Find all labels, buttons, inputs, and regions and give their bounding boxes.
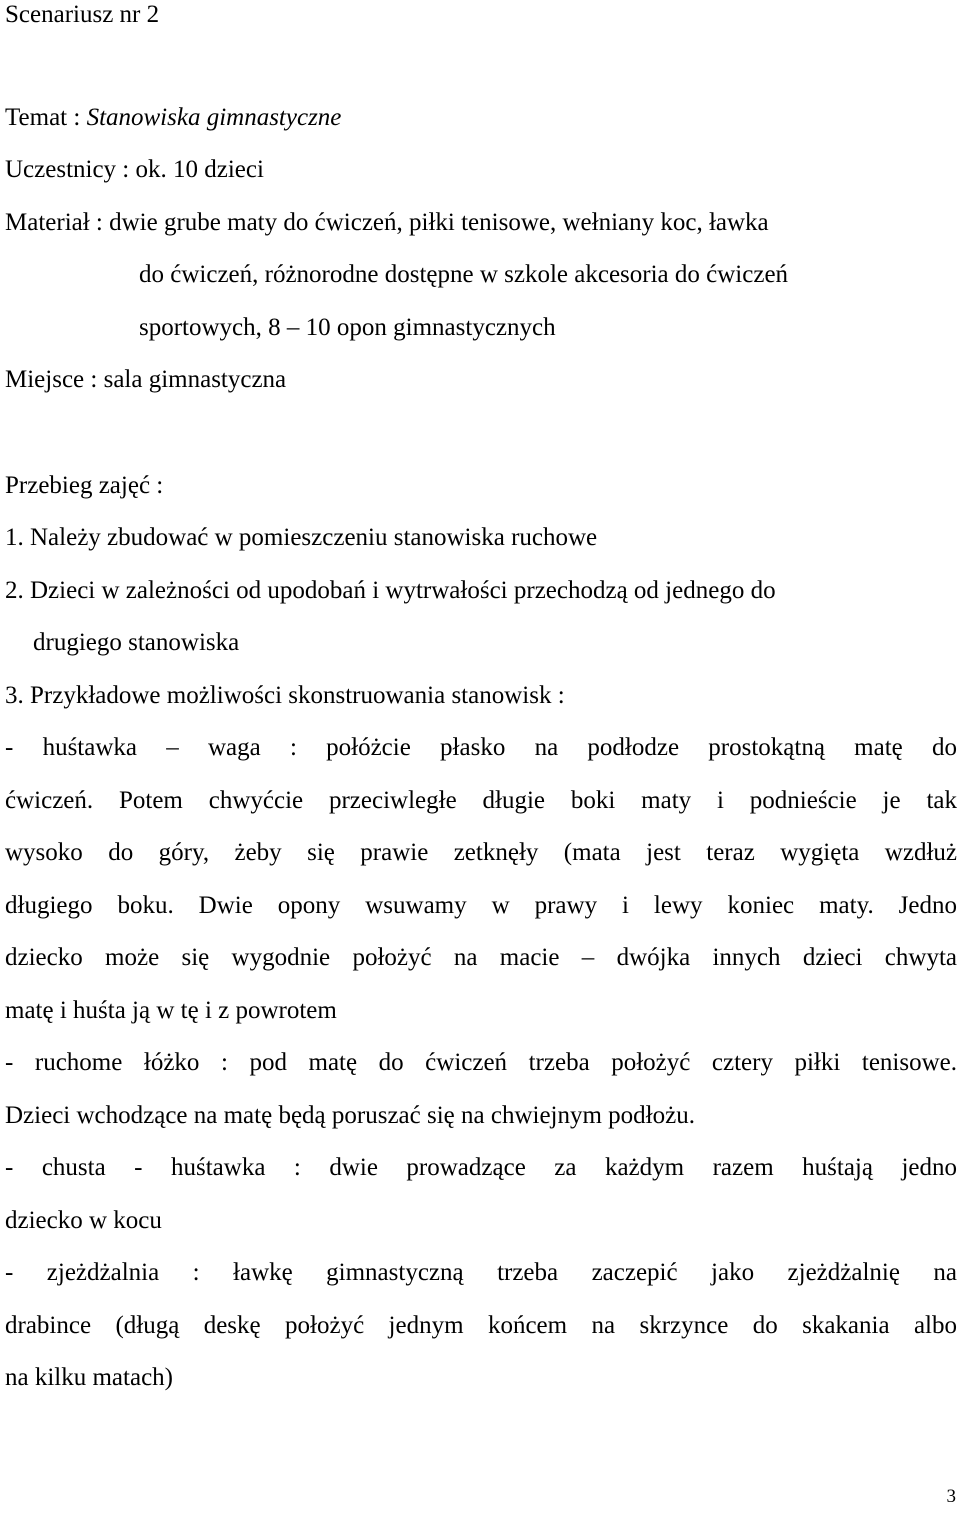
material-line-3: sportowych, 8 – 10 opon gimnastycznych — [139, 314, 556, 341]
body-line: dziecko może się wygodnie położyć na macie – dwójka innych dzieci chwyta — [5, 944, 957, 971]
body-line: na kilku matach) — [5, 1364, 173, 1391]
body-line: - zjeżdżalnia : ławkę gimnastyczną trzeba zaczepić jako zjeżdżalnię na — [5, 1259, 957, 1286]
body-line: - huśtawka – waga : połóżcie płasko na podłodze prostokątną matę do — [5, 734, 957, 761]
topic-label: Temat : — [5, 104, 87, 131]
body-line: drabince (długą deskę położyć jednym końcem na skrzynce do skakania albo — [5, 1312, 957, 1339]
body-line: - ruchome łóżko : pod matę do ćwiczeń trzeba położyć cztery piłki tenisowe. — [5, 1049, 957, 1076]
course-heading: Przebieg zajęć : — [5, 472, 164, 499]
body-line: długiego boku. Dwie opony wsuwamy w prawy i lewy koniec maty. Jedno — [5, 892, 957, 919]
place-line: Miejsce : sala gimnastyczna — [5, 366, 287, 393]
course-item-2-continued: drugiego stanowiska — [33, 629, 240, 656]
course-item-3: 3. Przykładowe możliwości skonstruowania stanowisk : — [5, 682, 565, 709]
course-item-2: 2. Dzieci w zależności od upodobań i wytrwałości przechodzą od jednego do — [5, 577, 776, 604]
body-line: Dzieci wchodzące na matę będą poruszać się na chwiejnym podłożu. — [5, 1102, 695, 1129]
participants-line: Uczestnicy : ok. 10 dzieci — [5, 156, 264, 183]
material-line-2: do ćwiczeń, różnorodne dostępne w szkole akcesoria do ćwiczeń — [139, 261, 789, 288]
body-line: - chusta - huśtawka : dwie prowadzące za każdym razem huśtają jedno — [5, 1154, 957, 1181]
body-line: dziecko w kocu — [5, 1207, 162, 1234]
topic-line — [5, 103, 341, 133]
body-line: wysoko do góry, żeby się prawie zetknęły (mata jest teraz wygięta wzdłuż — [5, 839, 957, 866]
course-item-1: 1. Należy zbudować w pomieszczeniu stanowiska ruchowe — [5, 524, 598, 551]
topic-value: Stanowiska gimnastyczne — [86, 104, 342, 131]
body-line: ćwiczeń. Potem chwyćcie przeciwległe długie boki maty i podnieście je tak — [5, 787, 957, 814]
page-number: 3 — [946, 1486, 956, 1507]
body-line: matę i huśta ją w tę i z powrotem — [5, 997, 337, 1024]
document-title: Scenariusz nr 2 — [5, 1, 160, 28]
material-line-1: Materiał : dwie grube maty do ćwiczeń, piłki tenisowe, wełniany koc, ławka — [5, 209, 769, 236]
